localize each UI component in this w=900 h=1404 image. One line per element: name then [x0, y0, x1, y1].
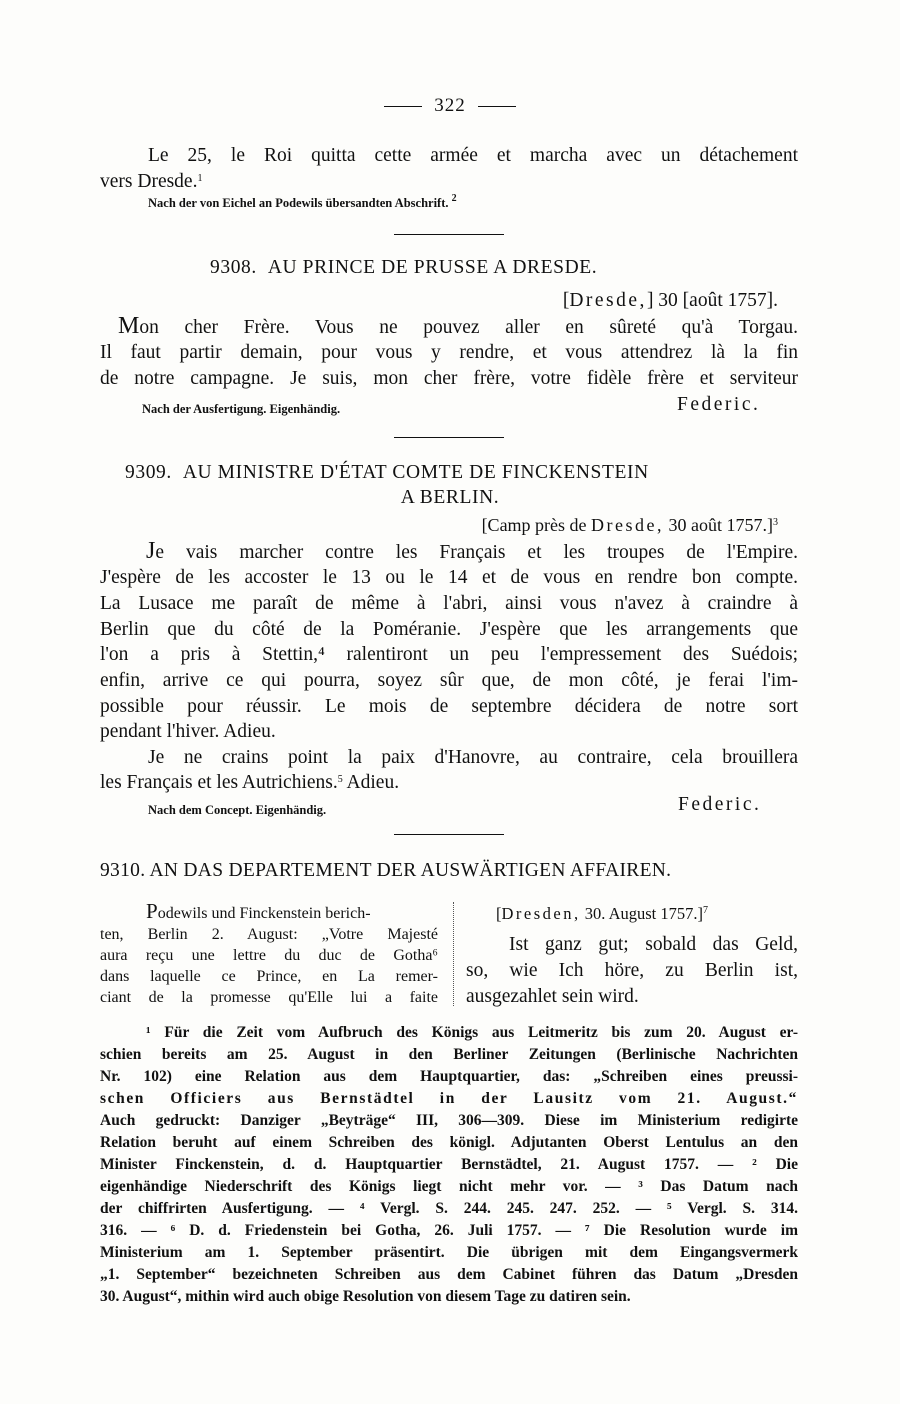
letter-number: 9309.: [125, 462, 172, 483]
footnote-line: ¹ Für die Zeit vom Aufbruch des Königs aus Leitmeritz bis zum 20. August er-: [146, 1024, 798, 1041]
letter-9309-dateline: [Camp près de Dresde, 30 août 1757.]$^3$: [481, 515, 778, 535]
section-divider: [394, 234, 504, 235]
intro-line-2: vers Dresde.$^1$: [100, 171, 203, 192]
letter-9310-heading: [100, 860, 800, 882]
intro-source-note: Nach der von Eichel an Podewils übersandten Abschrift. $^2$: [148, 193, 457, 210]
letter-title: AU PRINCE DE PRUSSE A DRESDE.: [267, 257, 598, 278]
letter-9308-dateline: [Dresde,] 30 [août 1757].: [562, 290, 778, 311]
letter-9308-source: Nach der Ausfertigung. Eigenhändig.: [142, 402, 341, 416]
page-number: 322: [100, 95, 800, 117]
footnote-line: Auch gedruckt: Danziger „Beyträge“ III, 306—309. Diese im Ministerium redigirte: [100, 1112, 798, 1129]
letter-9309-line-5: l'on a pris à Stettin,⁴ ralentiront un peu l'empressement des Suédois;: [100, 644, 798, 665]
letter-number: 9310.: [100, 860, 146, 881]
section-divider: [394, 437, 504, 438]
footnote-line: Nr. 102) eine Relation aus dem Hauptquartier, das: „Schreiben eines preussi-: [100, 1068, 798, 1085]
letter-9310-dateline: [Dresden, 30. August 1757.]$^7$: [496, 904, 708, 923]
letter-9308-line-1: Mon cher Frère. Vous ne pouvez aller en sûreté qu'à Torgau.: [118, 313, 798, 339]
footnote-line: „1. September“ bezeichneten Schreiben aus dem Cabinet führen das Datum „Dresden: [100, 1266, 798, 1283]
footnote-line: 30. August“, mithin wird auch obige Resolution von diesem Tage zu datiren sein.: [100, 1288, 631, 1305]
intro-line-1: Le 25, le Roi quitta cette armée et marcha avec un détachement: [148, 145, 798, 166]
letter-9308-line-2: Il faut partir demain, pour vous y rendre, et vous attendrez là la fin: [100, 342, 798, 363]
footnote-line: 316. — ⁶ D. d. Friedenstein bei Gotha, 26. Juli 1757. — ⁷ Die Resolution wurde im: [100, 1222, 798, 1239]
letter-title: AU MINISTRE D'ÉTAT COMTE DE FINCKENSTEIN: [182, 462, 649, 483]
letter-9310-left-line-5: ciant de la promesse qu'Elle lui a faite: [100, 989, 438, 1006]
footnote-line: Minister Finckenstein, d. d. Hauptquartier Bernstädtel, 21. August 1757. — ² Die: [100, 1156, 798, 1173]
letter-9309-line-7: possible pour réussir. Le mois de septembre décidera de notre sort: [100, 696, 798, 717]
section-divider: [394, 834, 504, 835]
footnote-line: schien bereits am 25. August in den Berliner Zeitungen (Berlinische Nachrichten: [100, 1046, 798, 1063]
footnote-line: der chiffrirten Ausfertigung. — ⁴ Vergl. S. 244. 245. 247. 252. — ⁵ Vergl. S. 314.: [100, 1200, 798, 1217]
letter-9309-line-4: Berlin que du côté de la Poméranie. J'espère que les arrangements que: [100, 619, 798, 640]
letter-9310-right-line-1: Ist ganz gut; sobald das Geld,: [509, 934, 798, 955]
footnote-line: Ministerium am 1. September präsentirt. Die übrigen mit dem Eingangsvermerk: [100, 1244, 798, 1261]
letter-9309-line-2: J'espère de les accoster le 13 ou le 14 et de vous en rendre bon compte.: [100, 567, 798, 588]
letter-9308-heading: [210, 257, 597, 279]
letter-9308-signature: Federic.: [677, 394, 761, 415]
page-number-dash-left: [384, 106, 422, 107]
letter-9309-para2-line-2: les Français et les Autrichiens.$^5$ Adieu.: [100, 772, 400, 793]
letter-9309-heading: [125, 462, 649, 484]
letter-9310-right-line-2: so, wie Ich höre, zu Berlin ist,: [466, 960, 798, 981]
letter-9310-right-line-3: ausgezahlet sein wird.: [466, 986, 639, 1007]
letter-9309-para2-line-1: Je ne crains point la paix d'Hanovre, au contraire, cela brouillera: [148, 747, 798, 768]
letter-9310-left-line-4: dans laquelle ce Prince, en La remer-: [100, 968, 438, 985]
letter-title: AN DAS DEPARTEMENT DER AUSWÄRTIGEN AFFAIREN.: [149, 860, 672, 881]
letter-9309-line-8: pendant l'hiver. Adieu.: [100, 721, 276, 742]
letter-9309-line-1: Je vais marcher contre les Français et les troupes de l'Empire.: [146, 538, 798, 564]
footnote-line: Relation beruht auf einem Schreiben des königl. Adjutanten Oberst Lentulus an den: [100, 1134, 798, 1151]
letter-9309-line-6: enfin, arrive ce qui pourra, soyez sûr que, de mon côté, je ferai l'im-: [100, 670, 798, 691]
letter-9309-heading-line-2: A BERLIN.: [400, 487, 500, 508]
column-separator: [453, 902, 454, 1006]
letter-9310-left-line-3: aura reçu une lettre du duc de Gotha⁶: [100, 947, 438, 964]
letter-9308-line-3: de notre campagne. Je suis, mon cher frère, votre fidèle frère et serviteur: [100, 368, 798, 389]
letter-number: 9308.: [210, 257, 257, 278]
letter-9310-left-line-1: Podewils und Finckenstein berich-: [146, 899, 371, 923]
footnote-line: schen Officiers aus Bernstädtel in der Lausitz vom 21. August.“: [100, 1090, 798, 1107]
letter-9309-signature: Federic.: [678, 794, 762, 815]
letter-9310-left-line-2: ten, Berlin 2. August: „Votre Majesté: [100, 926, 438, 943]
letter-9309-line-3: La Lusace me paraît de même à l'abri, ainsi vous n'avez à craindre à: [100, 593, 798, 614]
letter-9309-source: Nach dem Concept. Eigenhändig.: [148, 803, 327, 817]
footnote-line: eigenhändige Niederschrift des Königs liegt nicht mehr vor. — ³ Das Datum nach: [100, 1178, 798, 1195]
page-number-dash-right: [478, 106, 516, 107]
